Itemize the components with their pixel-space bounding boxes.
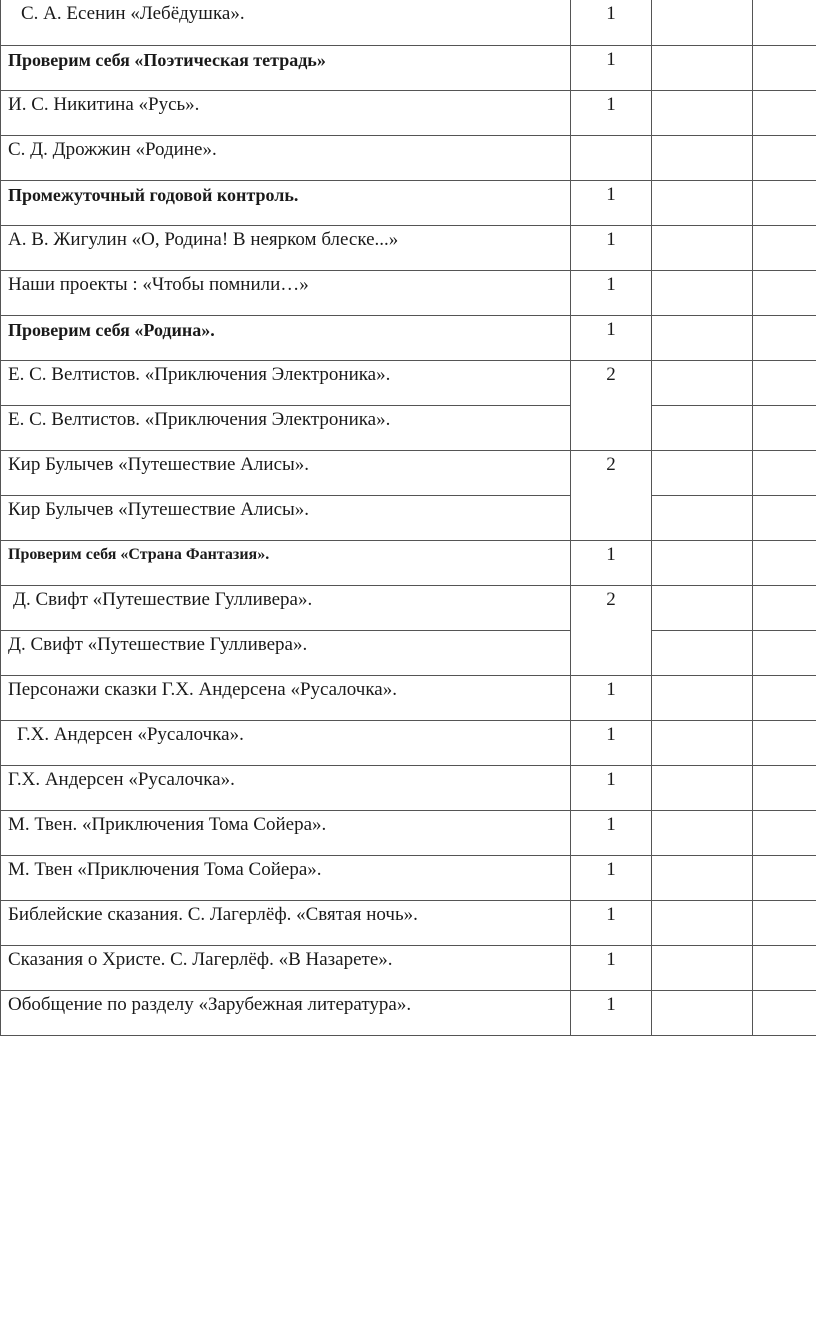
actual-date-cell xyxy=(753,90,816,135)
lesson-hours: 2 xyxy=(571,585,652,675)
table-row xyxy=(1,45,816,90)
table-row xyxy=(1,585,816,630)
plan-date-cell xyxy=(652,540,753,585)
table-row xyxy=(1,720,816,765)
lesson-title: Е. С. Велтистов. «Приключения Электроника». xyxy=(1,405,571,450)
table-row xyxy=(1,0,816,45)
plan-date-cell xyxy=(652,270,753,315)
plan-date-cell xyxy=(652,225,753,270)
lesson-hours: 1 xyxy=(571,810,652,855)
plan-date-cell xyxy=(652,45,753,90)
lesson-title: Кир Булычев «Путешествие Алисы». xyxy=(1,450,571,495)
lesson-title: С. Д. Дрожжин «Родине». xyxy=(1,135,571,180)
lesson-title: М. Твен. «Приключения Тома Сойера». xyxy=(1,810,571,855)
lesson-title: Промежуточный годовой контроль. xyxy=(1,180,571,225)
lesson-hours: 1 xyxy=(571,45,652,90)
plan-date-cell xyxy=(652,90,753,135)
table-row xyxy=(1,855,816,900)
table-row xyxy=(1,135,816,180)
lesson-hours: 1 xyxy=(571,90,652,135)
table-row xyxy=(1,630,816,675)
lesson-title: Проверим себя «Родина». xyxy=(1,315,571,360)
lesson-hours xyxy=(571,135,652,180)
actual-date-cell xyxy=(753,900,816,945)
lesson-title: Е. С. Велтистов. «Приключения Электроника». xyxy=(1,360,571,405)
lesson-hours: 2 xyxy=(571,360,652,450)
actual-date-cell xyxy=(753,720,816,765)
actual-date-cell xyxy=(753,675,816,720)
table-row xyxy=(1,90,816,135)
plan-date-cell xyxy=(652,900,753,945)
plan-date-cell xyxy=(652,405,753,450)
plan-date-cell xyxy=(652,675,753,720)
actual-date-cell xyxy=(753,225,816,270)
plan-date-cell xyxy=(652,990,753,1035)
lesson-hours: 1 xyxy=(571,855,652,900)
actual-date-cell xyxy=(753,135,816,180)
actual-date-cell xyxy=(753,585,816,630)
table-row xyxy=(1,810,816,855)
lesson-title: М. Твен «Приключения Тома Сойера». xyxy=(1,855,571,900)
lesson-hours: 1 xyxy=(571,540,652,585)
plan-date-cell xyxy=(652,585,753,630)
plan-date-cell xyxy=(652,630,753,675)
lesson-title: Сказания о Христе. С. Лагерлёф. «В Назарете». xyxy=(1,945,571,990)
table-row xyxy=(1,450,816,495)
lesson-title: Библейские сказания. С. Лагерлёф. «Святая ночь». xyxy=(1,900,571,945)
lesson-title: Г.Х. Андерсен «Русалочка». xyxy=(1,720,571,765)
plan-date-cell xyxy=(652,360,753,405)
plan-date-cell xyxy=(652,855,753,900)
table-row xyxy=(1,765,816,810)
lesson-hours: 1 xyxy=(571,225,652,270)
actual-date-cell xyxy=(753,360,816,405)
table-row xyxy=(1,315,816,360)
lesson-title: Д. Свифт «Путешествие Гулливера». xyxy=(1,585,571,630)
actual-date-cell xyxy=(753,540,816,585)
plan-date-cell xyxy=(652,765,753,810)
lesson-title: Проверим себя «Страна Фантазия». xyxy=(1,540,571,585)
table-row xyxy=(1,495,816,540)
actual-date-cell xyxy=(753,855,816,900)
plan-date-cell xyxy=(652,135,753,180)
actual-date-cell xyxy=(753,405,816,450)
table-row xyxy=(1,225,816,270)
table-row xyxy=(1,270,816,315)
lesson-hours: 2 xyxy=(571,450,652,540)
actual-date-cell xyxy=(753,945,816,990)
actual-date-cell xyxy=(753,180,816,225)
lesson-hours: 1 xyxy=(571,180,652,225)
table-row xyxy=(1,180,816,225)
lesson-title: Обобщение по разделу «Зарубежная литература». xyxy=(1,990,571,1035)
actual-date-cell xyxy=(753,0,816,45)
lesson-hours: 1 xyxy=(571,900,652,945)
lesson-hours: 1 xyxy=(571,270,652,315)
plan-date-cell xyxy=(652,180,753,225)
lesson-hours: 1 xyxy=(571,315,652,360)
lesson-title: Кир Булычев «Путешествие Алисы». xyxy=(1,495,571,540)
lesson-hours: 1 xyxy=(571,675,652,720)
actual-date-cell xyxy=(753,45,816,90)
lesson-hours: 1 xyxy=(571,720,652,765)
actual-date-cell xyxy=(753,990,816,1035)
actual-date-cell xyxy=(753,315,816,360)
table-row xyxy=(1,675,816,720)
lesson-title: Д. Свифт «Путешествие Гулливера». xyxy=(1,630,571,675)
plan-date-cell xyxy=(652,945,753,990)
lesson-title: И. С. Никитина «Русь». xyxy=(1,90,571,135)
table-row xyxy=(1,945,816,990)
plan-date-cell xyxy=(652,720,753,765)
lesson-title: А. В. Жигулин «О, Родина! В неярком блеске...» xyxy=(1,225,571,270)
actual-date-cell xyxy=(753,450,816,495)
lesson-hours: 1 xyxy=(571,0,652,45)
actual-date-cell xyxy=(753,630,816,675)
actual-date-cell xyxy=(753,810,816,855)
lesson-title: Г.Х. Андерсен «Русалочка». xyxy=(1,765,571,810)
plan-date-cell xyxy=(652,495,753,540)
table-row xyxy=(1,405,816,450)
lesson-hours: 1 xyxy=(571,945,652,990)
table-row xyxy=(1,360,816,405)
lesson-hours: 1 xyxy=(571,990,652,1035)
table-row xyxy=(1,540,816,585)
lesson-title: С. А. Есенин «Лебёдушка». xyxy=(1,0,571,45)
plan-date-cell xyxy=(652,810,753,855)
table-row xyxy=(1,900,816,945)
actual-date-cell xyxy=(753,270,816,315)
plan-date-cell xyxy=(652,450,753,495)
lesson-title: Персонажи сказки Г.Х. Андерсена «Русалочка». xyxy=(1,675,571,720)
plan-date-cell xyxy=(652,315,753,360)
lesson-title: Наши проекты : «Чтобы помнили…» xyxy=(1,270,571,315)
actual-date-cell xyxy=(753,765,816,810)
lesson-hours: 1 xyxy=(571,765,652,810)
table-row xyxy=(1,990,816,1035)
lesson-title: Проверим себя «Поэтическая тетрадь» xyxy=(1,45,571,90)
actual-date-cell xyxy=(753,495,816,540)
plan-date-cell xyxy=(652,0,753,45)
